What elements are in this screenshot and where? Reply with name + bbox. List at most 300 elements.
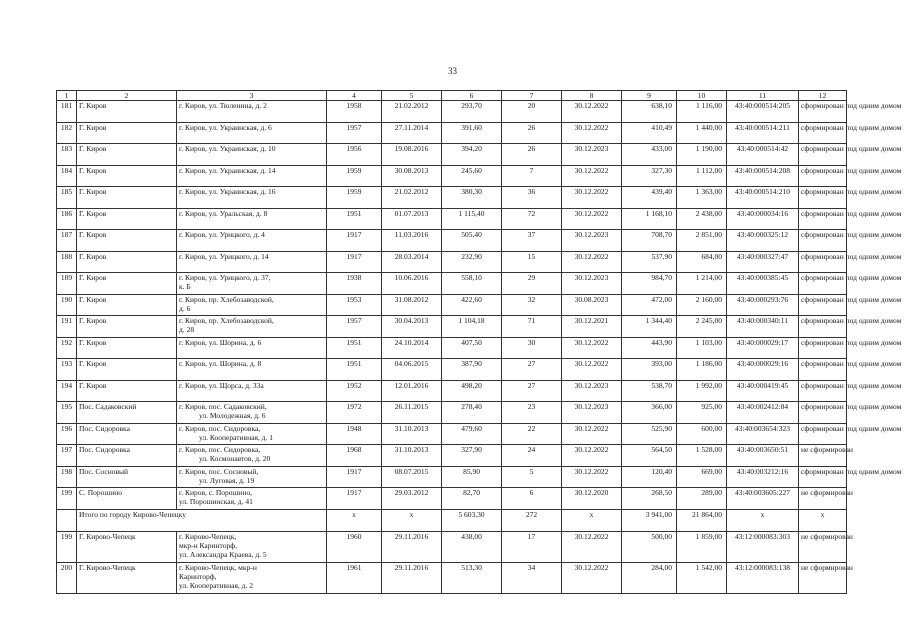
area-value: 407,50 [442, 337, 502, 359]
area-value: 513,30 [442, 562, 502, 593]
count-value: 72 [502, 208, 562, 230]
address [177, 165, 327, 187]
land-status: сформирован под одним домом [799, 122, 847, 144]
deadline-date: 30.12.2023 [562, 230, 622, 252]
deadline-date: 30.12.2022 [562, 531, 622, 562]
deadline-date: 30.12.2020 [562, 488, 622, 510]
value-9: 268,50 [622, 488, 677, 510]
deadline-date: 30.12.2021 [562, 316, 622, 338]
address-line: г. Киров, ул. Урицкого, д. 4 [179, 230, 265, 239]
address [177, 402, 327, 424]
value-10: 1 190,00 [677, 144, 727, 166]
address-line: ул. Луговая, д. 19 [199, 475, 255, 485]
settlement: Пос. Садаковский [77, 402, 177, 424]
land-status: сформирован под одним домом [799, 337, 847, 359]
address-line: Каринторф, [179, 571, 217, 581]
total-v9: 3 941,00 [622, 509, 677, 531]
cadastral-number: 43:40:000029:16 [727, 359, 799, 381]
count-value: 32 [502, 294, 562, 316]
registration-date: 30.04.2013 [382, 316, 442, 338]
header-cell: 5 [382, 91, 442, 101]
settlement: Г. Киров [77, 122, 177, 144]
settlement: Г. Киров [77, 359, 177, 381]
cadastral-number: 43:40:003654:323 [727, 423, 799, 445]
row-number: 192 [57, 337, 77, 359]
deadline-date: 30.12.2022 [562, 359, 622, 381]
year-built: 1948 [327, 423, 382, 445]
row-number: 195 [57, 402, 77, 424]
settlement: Г. Киров [77, 165, 177, 187]
cadastral-number: 43:40:000514:205 [727, 101, 799, 123]
row-number: 181 [57, 101, 77, 123]
registration-date: 10.06.2016 [382, 273, 442, 295]
table-row [57, 101, 847, 123]
address-line: ул. Кооперативная, д. 1 [199, 432, 273, 442]
total-label: Итого по городу Кирово-Чепецку [77, 509, 327, 531]
year-built: 1951 [327, 208, 382, 230]
cadastral-number: 43:40:003605:227 [727, 488, 799, 510]
address [177, 251, 327, 273]
land-status: сформирован под одним домом [799, 251, 847, 273]
settlement: С. Порошино [77, 488, 177, 510]
registration-date: 12.01.2016 [382, 380, 442, 402]
deadline-date: 30.12.2022 [562, 122, 622, 144]
address-line: к. Б [179, 282, 191, 291]
year-built: 1951 [327, 337, 382, 359]
area-value: 505,40 [442, 230, 502, 252]
deadline-date: 30.12.2022 [562, 445, 622, 467]
area-value: 85,90 [442, 466, 502, 488]
register-table [56, 90, 902, 594]
row-number: 199 [57, 488, 77, 510]
header-cell: 8 [562, 91, 622, 101]
address-line: ул. Молодежная, д. 6 [199, 411, 266, 420]
registration-date: 19.08.2016 [382, 144, 442, 166]
row-number: 185 [57, 187, 77, 209]
area-value: 479,60 [442, 423, 502, 445]
value-9: 120,40 [622, 466, 677, 488]
cadastral-number: 43:40:000327:47 [727, 251, 799, 273]
address-line: г. Киров, пр. Хлебозаводской, [179, 316, 274, 325]
address-line: ул. Кооперативная, д. 2 [179, 580, 253, 590]
header-cell: 6 [442, 91, 502, 101]
value-9: 537,90 [622, 251, 677, 273]
land-status: сформирован под одним домом [799, 466, 847, 488]
registration-date: 29.03.2012 [382, 488, 442, 510]
deadline-date: 30.12.2022 [562, 251, 622, 273]
address [177, 445, 327, 467]
header-cell: 12 [799, 91, 847, 101]
land-status: сформирован под одним домом [799, 423, 847, 445]
land-status: сформирован под одним домом [799, 273, 847, 295]
value-10: 1 992,00 [677, 380, 727, 402]
row-number: 191 [57, 316, 77, 338]
address-line: г. Киров, ул. Шорина, д. 6 [179, 337, 262, 347]
year-built: 1917 [327, 251, 382, 273]
deadline-date: 30.12.2022 [562, 466, 622, 488]
address [177, 562, 327, 593]
value-10: 2 851,00 [677, 230, 727, 252]
address [177, 273, 327, 295]
settlement: Г. Кирово-Чепецк [77, 562, 177, 593]
header-cell: 4 [327, 91, 382, 101]
value-9: 410,49 [622, 122, 677, 144]
registration-date: 26.11.2015 [382, 402, 442, 424]
registration-date: 21.02.2012 [382, 187, 442, 209]
row-number: 182 [57, 122, 77, 144]
registration-date: 29.11.2016 [382, 531, 442, 562]
table-row [57, 294, 847, 316]
deadline-date: 30.12.2023 [562, 273, 622, 295]
settlement: Пос. Сидоровка [77, 423, 177, 445]
year-built: 1956 [327, 144, 382, 166]
value-10: 1 542,00 [677, 562, 727, 593]
land-status: сформирован под одним домом [799, 294, 847, 316]
value-9: 538,70 [622, 380, 677, 402]
row-number: 188 [57, 251, 77, 273]
value-9: 500,00 [622, 531, 677, 562]
address [177, 488, 327, 510]
total-cad: x [727, 509, 799, 531]
table-row [57, 466, 847, 488]
value-9: 638,10 [622, 101, 677, 123]
area-value: 232,90 [442, 251, 502, 273]
count-value: 36 [502, 187, 562, 209]
registration-date: 31.08.2012 [382, 294, 442, 316]
address [177, 466, 327, 488]
value-9: 433,00 [622, 144, 677, 166]
total-area: 5 603,30 [442, 509, 502, 531]
year-built: 1960 [327, 531, 382, 562]
address-line: г. Киров, ул. Украинская, д. 16 [179, 187, 276, 196]
settlement: Пос. Сидоровка [77, 445, 177, 467]
deadline-date: 30.12.2023 [562, 402, 622, 424]
table-row [57, 562, 847, 593]
header-cell: 7 [502, 91, 562, 101]
value-9: 984,70 [622, 273, 677, 295]
table-row [57, 337, 847, 359]
registration-date: 29.11.2016 [382, 562, 442, 593]
row-number: 183 [57, 144, 77, 166]
total-cnt: 272 [502, 509, 562, 531]
table-row [57, 423, 847, 445]
deadline-date: 30.12.2022 [562, 187, 622, 209]
value-9: 284,00 [622, 562, 677, 593]
address-line: г. Киров, ул. Шорина, д. 8 [179, 359, 262, 368]
table-row [57, 445, 847, 467]
land-status: сформирован под одним домом [799, 380, 847, 402]
table-row [57, 359, 847, 381]
registration-date: 27.11.2014 [382, 122, 442, 144]
cadastral-number: 43:40:000034:16 [727, 208, 799, 230]
address-line: ул. Космонавтов, д. 20 [199, 454, 271, 463]
cadastral-number: 43:40:000514:42 [727, 144, 799, 166]
cadastral-number: 43:12:000083:138 [727, 562, 799, 593]
value-10: 669,00 [677, 466, 727, 488]
registration-date: 31.10.2013 [382, 423, 442, 445]
land-status: сформирован под одним домом [799, 316, 847, 338]
area-value: 1 104,18 [442, 316, 502, 338]
register-body [57, 91, 902, 594]
value-9: 439,40 [622, 187, 677, 209]
deadline-date: 30.12.2022 [562, 562, 622, 593]
area-value: 394,20 [442, 144, 502, 166]
table-row [57, 122, 847, 144]
value-10: 1 186,00 [677, 359, 727, 381]
deadline-date: 30.12.2022 [562, 208, 622, 230]
address [177, 230, 327, 252]
count-value: 5 [502, 466, 562, 488]
count-value: 24 [502, 445, 562, 467]
total-date: x [382, 509, 442, 531]
address-line: ул. Порошинская, д. 41 [179, 497, 253, 506]
address [177, 531, 327, 562]
address [177, 144, 327, 166]
area-value: 245,60 [442, 165, 502, 187]
settlement: Г. Киров [77, 208, 177, 230]
land-status: сформирован под одним домом [799, 165, 847, 187]
settlement: Г. Киров [77, 251, 177, 273]
cadastral-number: 43:40:003650:51 [727, 445, 799, 467]
count-value: 7 [502, 165, 562, 187]
area-value: 438,00 [442, 531, 502, 562]
year-built: 1959 [327, 165, 382, 187]
row-number: 196 [57, 423, 77, 445]
year-built: 1917 [327, 488, 382, 510]
header-cell: 9 [622, 91, 677, 101]
value-10: 684,00 [677, 251, 727, 273]
header-cell: 2 [77, 91, 177, 101]
table-row [57, 144, 847, 166]
value-9: 1 344,40 [622, 316, 677, 338]
table-row [57, 488, 847, 510]
address-line: г. Кирово-Чепецк, мкр-н [179, 562, 257, 572]
year-built: 1961 [327, 562, 382, 593]
cadastral-number: 43:40:000029:17 [727, 337, 799, 359]
total-row [57, 509, 847, 531]
land-status: сформирован под одним домом [799, 402, 847, 424]
cadastral-number: 43:40:000514:210 [727, 187, 799, 209]
count-value: 22 [502, 423, 562, 445]
land-status: сформирован под одним домом [799, 101, 847, 123]
header-cell: 10 [677, 91, 727, 101]
address-line: г. Киров, ул. Уральская, д. 8 [179, 208, 268, 218]
address [177, 101, 327, 123]
land-status: не сформирован [799, 488, 847, 510]
cadastral-number: 43:12:000083:303 [727, 531, 799, 562]
value-9: 1 168,10 [622, 208, 677, 230]
value-10: 925,00 [677, 402, 727, 424]
area-value: 380,30 [442, 187, 502, 209]
deadline-date: 30.12.2022 [562, 101, 622, 123]
settlement: Г. Киров [77, 144, 177, 166]
registration-date: 24.10.2014 [382, 337, 442, 359]
row-number: 199 [57, 531, 77, 562]
table-row [57, 187, 847, 209]
settlement: Г. Киров [77, 337, 177, 359]
address [177, 316, 327, 338]
row-number: 186 [57, 208, 77, 230]
year-built: 1917 [327, 466, 382, 488]
row-number: 193 [57, 359, 77, 381]
address [177, 208, 327, 230]
count-value: 34 [502, 562, 562, 593]
count-value: 20 [502, 101, 562, 123]
value-10: 1 116,00 [677, 101, 727, 123]
settlement: Г. Киров [77, 294, 177, 316]
row-number: 187 [57, 230, 77, 252]
count-value: 26 [502, 144, 562, 166]
table-row [57, 531, 847, 562]
year-built: 1959 [327, 187, 382, 209]
count-value: 23 [502, 402, 562, 424]
address-line: ул. Александра Краева, д. 5 [179, 549, 267, 559]
address-line: г. Киров, пос. Садаковский, [179, 402, 267, 411]
table-row [57, 251, 847, 273]
cadastral-number: 43:40:000340:11 [727, 316, 799, 338]
address-line: г. Киров, с. Порошино, [179, 488, 252, 497]
address [177, 423, 327, 445]
value-9: 708,70 [622, 230, 677, 252]
cadastral-number: 43:40:000514:208 [727, 165, 799, 187]
cadastral-number: 43:40:000419:45 [727, 380, 799, 402]
count-value: 30 [502, 337, 562, 359]
land-status: сформирован под одним домом [799, 144, 847, 166]
land-status: сформирован под одним домом [799, 187, 847, 209]
registration-date: 04.06.2015 [382, 359, 442, 381]
header-cell: 1 [57, 91, 77, 101]
header-row [57, 91, 847, 101]
header-cell: 11 [727, 91, 799, 101]
land-status: сформирован под одним домом [799, 230, 847, 252]
address-line: г. Киров, пос. Сосновый, [179, 466, 259, 476]
value-10: 1 214,00 [677, 273, 727, 295]
count-value: 6 [502, 488, 562, 510]
total-empty [57, 509, 77, 531]
area-value: 498,20 [442, 380, 502, 402]
address-line: д. 6 [179, 303, 191, 313]
value-9: 327,30 [622, 165, 677, 187]
cadastral-number: 43:40:000325:12 [727, 230, 799, 252]
cadastral-number: 43:40:003212:16 [727, 466, 799, 488]
total-v10: 21 864,00 [677, 509, 727, 531]
value-10: 1 859,00 [677, 531, 727, 562]
registration-date: 11.03.2016 [382, 230, 442, 252]
count-value: 71 [502, 316, 562, 338]
address-line: г. Киров, ул. Щорса, д. 33а [179, 380, 264, 390]
address-line: мкр-н Каринторф, [179, 540, 237, 550]
table-row [57, 208, 847, 230]
value-9: 443,90 [622, 337, 677, 359]
land-status: не сформирован [799, 531, 847, 562]
year-built: 1951 [327, 359, 382, 381]
address [177, 359, 327, 381]
area-value: 293,70 [442, 101, 502, 123]
total-date2: x [562, 509, 622, 531]
address-line: г. Киров, пос. Сидоровка, [179, 445, 261, 454]
area-value: 558,10 [442, 273, 502, 295]
settlement: Г. Киров [77, 230, 177, 252]
count-value: 27 [502, 359, 562, 381]
year-built: 1958 [327, 101, 382, 123]
area-value: 422,60 [442, 294, 502, 316]
area-value: 1 115,40 [442, 208, 502, 230]
area-value: 327,90 [442, 445, 502, 467]
settlement: Г. Киров [77, 316, 177, 338]
value-9: 525,90 [622, 423, 677, 445]
address-line: г. Киров, пр. Хлебозаводской, [179, 294, 274, 304]
land-status: сформирован под одним домом [799, 359, 847, 381]
cadastral-number: 43:40:002412:84 [727, 402, 799, 424]
deadline-date: 30.12.2023 [562, 144, 622, 166]
settlement: Г. Киров [77, 101, 177, 123]
address-line: г. Киров, ул. Тюленина, д. 2 [179, 101, 267, 110]
year-built: 1957 [327, 316, 382, 338]
settlement: Пос. Сосновый [77, 466, 177, 488]
cadastral-number: 43:40:000514:211 [727, 122, 799, 144]
count-value: 27 [502, 380, 562, 402]
value-10: 289,00 [677, 488, 727, 510]
table-row [57, 230, 847, 252]
address-line: д. 28 [179, 325, 195, 334]
row-number: 197 [57, 445, 77, 467]
registration-date: 01.07.2013 [382, 208, 442, 230]
value-9: 472,00 [622, 294, 677, 316]
page-number: 33 [448, 66, 457, 76]
address [177, 337, 327, 359]
address [177, 294, 327, 316]
area-value: 82,70 [442, 488, 502, 510]
settlement: Г. Киров [77, 187, 177, 209]
row-number: 190 [57, 294, 77, 316]
value-10: 600,00 [677, 423, 727, 445]
settlement: Г. Киров [77, 273, 177, 295]
year-built: 1968 [327, 445, 382, 467]
deadline-date: 30.12.2022 [562, 423, 622, 445]
settlement: Г. Киров [77, 380, 177, 402]
value-10: 1 103,00 [677, 337, 727, 359]
land-status: сформирован под одним домом [799, 208, 847, 230]
year-built: 1953 [327, 294, 382, 316]
address-line: г. Киров, ул. Урицкого, д. 14 [179, 251, 269, 261]
value-9: 393,00 [622, 359, 677, 381]
table-row [57, 165, 847, 187]
count-value: 26 [502, 122, 562, 144]
deadline-date: 30.12.2022 [562, 337, 622, 359]
registration-date: 28.03.2014 [382, 251, 442, 273]
year-built: 1938 [327, 273, 382, 295]
table-row [57, 316, 847, 338]
year-built: 1972 [327, 402, 382, 424]
value-9: 366,00 [622, 402, 677, 424]
cadastral-number: 43:40:000385:45 [727, 273, 799, 295]
row-number: 184 [57, 165, 77, 187]
address-line: г. Киров, пос. Сидоровка, [179, 423, 261, 433]
count-value: 37 [502, 230, 562, 252]
value-10: 2 160,00 [677, 294, 727, 316]
count-value: 17 [502, 531, 562, 562]
area-value: 278,40 [442, 402, 502, 424]
row-number: 200 [57, 562, 77, 593]
year-built: 1917 [327, 230, 382, 252]
registration-date: 31.10.2013 [382, 445, 442, 467]
land-status: не сформирован [799, 562, 847, 593]
table-row [57, 402, 847, 424]
area-value: 391,60 [442, 122, 502, 144]
row-number: 194 [57, 380, 77, 402]
year-built: 1952 [327, 380, 382, 402]
value-10: 2 245,00 [677, 316, 727, 338]
